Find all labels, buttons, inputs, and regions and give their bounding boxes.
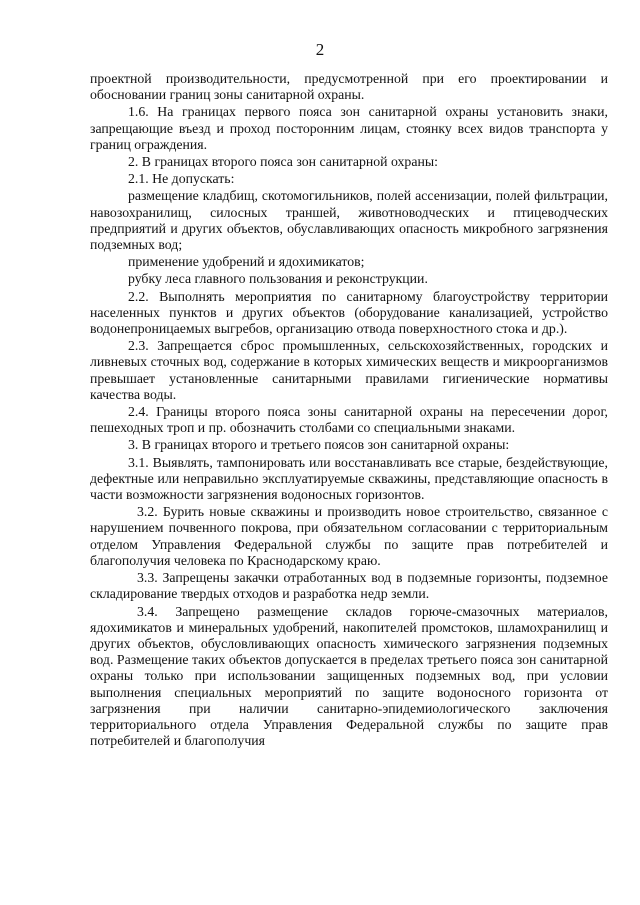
paragraph-2-1-item-3: рубку леса главного пользования и реконструкции. [128, 271, 428, 287]
paragraph-3-3: 3.3. Запрещены закачки отработанных вод в подземные горизонты, подземное складирование твердых отходов и разработка недр земли. [90, 570, 608, 602]
paragraph-2-2: 2.2. Выполнять мероприятия по санитарному благоустройству территории населенных пунктов и других объектов (оборудование канализацией, устройство водонепроницаемых выгребов, организацию отвода поверхностного стока и др.). [90, 288, 608, 337]
paragraph-2: 2. В границах второго пояса зон санитарной охраны: [128, 154, 438, 170]
paragraph-2-4: 2.4. Границы второго пояса зоны санитарной охраны на пересечении дорог, пешеходных троп и пр. обозначить столбами со специальными знаками. [90, 404, 608, 436]
paragraph-3-4: 3.4. Запрещено размещение складов горюче-смазочных материалов, ядохимикатов и минеральных удобрений, накопителей промстоков, шламохранилищ и других объектов, обусловливающих опасность химического загрязнения подземных вод. Размещение таких объектов допускается в пределах третьего пояса зон санитарной охраны только при использовании защищенных подземных вод, при условии выполнения специальных мероприятий по защите водоносного горизонта от загрязнения при наличии санитарно-эпидемиологического заключения территориального отдела Управления Федеральной службы по защите прав потребителей и благополучия [90, 603, 608, 749]
paragraph-continuation: проектной производительности, предусмотренной при его проектировании и обосновании границ зоны санитарной охраны. [90, 71, 608, 103]
paragraph-2-1: 2.1. Не допускать: [128, 171, 235, 187]
paragraph-2-1-item-2: применение удобрений и ядохимикатов; [128, 254, 365, 270]
paragraph-2-3: 2.3. Запрещается сброс промышленных, сельскохозяйственных, городских и ливневых сточных вод, содержание в которых химических веществ и микроорганизмов превышает установленные санитарными правилами гигиенические нормативы качества воды. [90, 338, 608, 402]
paragraph-2-1-item-1: размещение кладбищ, скотомогильников, полей ассенизации, полей фильтрации, навозохранилищ, силосных траншей, животноводческих и птицеводческих предприятий и других объектов, обуславливающих опасность микробного загрязнения подземных вод; [90, 188, 608, 253]
paragraph-3: 3. В границах второго и третьего поясов зон санитарной охраны: [128, 437, 510, 453]
page-number: 2 [315, 40, 325, 59]
paragraph-3-2: 3.2. Бурить новые скважины и производить новое строительство, связанное с нарушением почвенного покрова, при обязательном согласовании с территориальным отделом Управления Федеральной службы по защите прав потребителей и благополучия человека по Краснодарскому краю. [90, 504, 608, 568]
document-body [90, 71, 608, 749]
paragraph-3-1: 3.1. Выявлять, тампонировать или восстанавливать все старые, бездействующие, дефектные или неправильно эксплуатируемые скважины, представляющие опасность в части возможности загрязнения водоносных горизонтов. [90, 454, 608, 503]
paragraph-1-6: 1.6. На границах первого пояса зон санитарной охраны установить знаки, запрещающие въезд и проход посторонним лицам, стоянку всех видов транспорта у границ ограждения. [90, 104, 608, 152]
